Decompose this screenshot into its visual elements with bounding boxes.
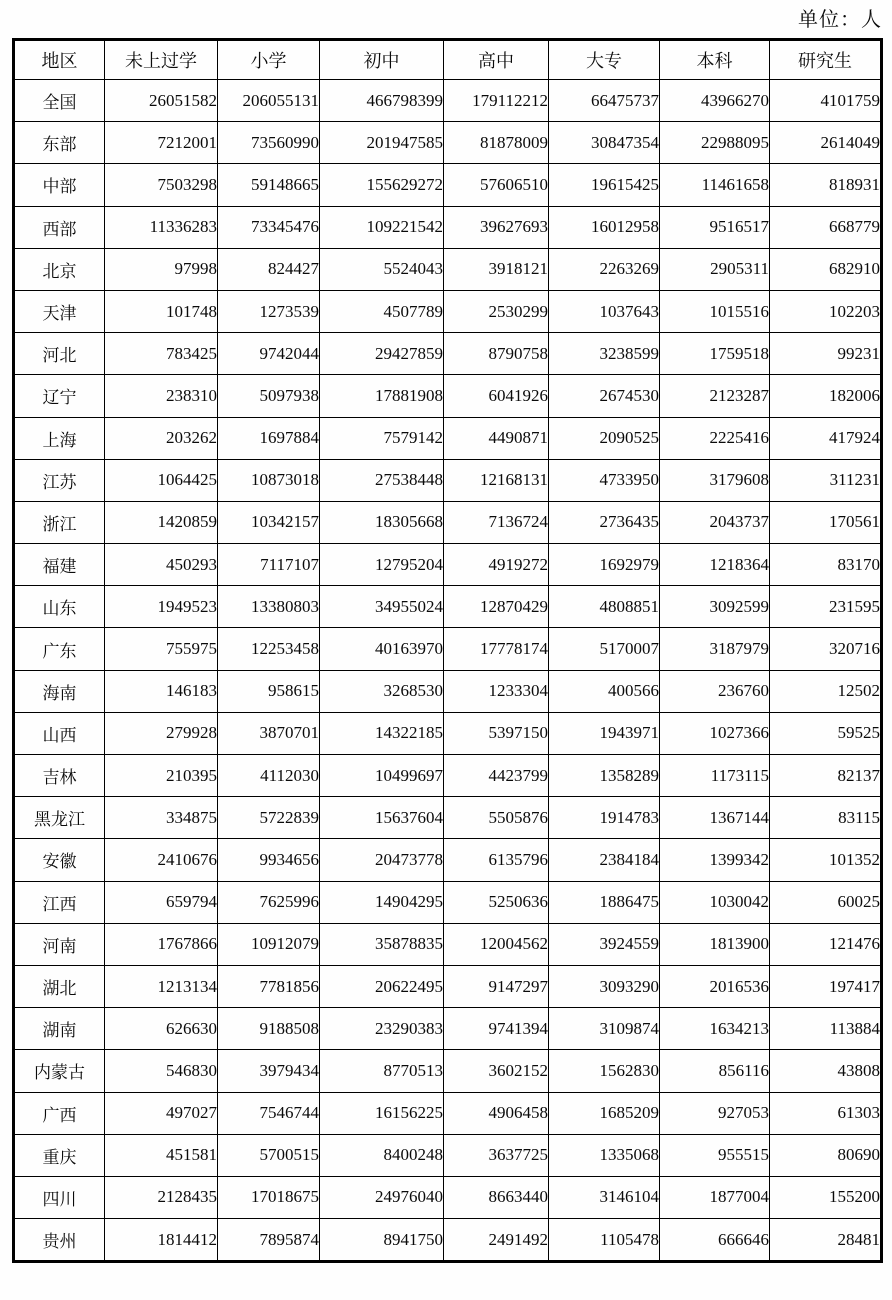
value-cell: 3979434 — [218, 1050, 320, 1092]
value-cell: 1335068 — [549, 1134, 660, 1176]
value-cell: 9741394 — [444, 1008, 549, 1050]
value-cell: 1943971 — [549, 712, 660, 754]
value-cell: 9147297 — [444, 965, 549, 1007]
value-cell: 7212001 — [105, 122, 218, 164]
value-cell: 3179608 — [660, 459, 770, 501]
value-cell: 10499697 — [320, 755, 444, 797]
value-cell: 9934656 — [218, 839, 320, 881]
region-cell: 山东 — [14, 586, 105, 628]
region-cell: 天津 — [14, 290, 105, 332]
table-row — [14, 80, 882, 122]
table-row — [14, 375, 882, 417]
value-cell: 14904295 — [320, 881, 444, 923]
value-cell: 197417 — [770, 965, 882, 1007]
value-cell: 5097938 — [218, 375, 320, 417]
value-cell: 1914783 — [549, 797, 660, 839]
region-cell: 福建 — [14, 544, 105, 586]
value-cell: 101352 — [770, 839, 882, 881]
value-cell: 10873018 — [218, 459, 320, 501]
table-row — [14, 712, 882, 754]
value-cell: 18305668 — [320, 501, 444, 543]
region-cell: 黑龙江 — [14, 797, 105, 839]
value-cell: 23290383 — [320, 1008, 444, 1050]
value-cell: 3924559 — [549, 923, 660, 965]
header-cell: 未上过学 — [105, 40, 218, 80]
value-cell: 12004562 — [444, 923, 549, 965]
value-cell: 102203 — [770, 290, 882, 332]
value-cell: 279928 — [105, 712, 218, 754]
value-cell: 155200 — [770, 1176, 882, 1218]
value-cell: 26051582 — [105, 80, 218, 122]
value-cell: 4423799 — [444, 755, 549, 797]
value-cell: 2384184 — [549, 839, 660, 881]
value-cell: 400566 — [549, 670, 660, 712]
value-cell: 7117107 — [218, 544, 320, 586]
region-cell: 北京 — [14, 248, 105, 290]
value-cell: 3238599 — [549, 333, 660, 375]
table-row — [14, 923, 882, 965]
value-cell: 927053 — [660, 1092, 770, 1134]
value-cell: 466798399 — [320, 80, 444, 122]
value-cell: 59148665 — [218, 164, 320, 206]
value-cell: 2905311 — [660, 248, 770, 290]
value-cell: 755975 — [105, 628, 218, 670]
value-cell: 15637604 — [320, 797, 444, 839]
value-cell: 2410676 — [105, 839, 218, 881]
value-cell: 1064425 — [105, 459, 218, 501]
table-row — [14, 122, 882, 164]
value-cell: 17881908 — [320, 375, 444, 417]
table-row — [14, 1219, 882, 1262]
value-cell: 1015516 — [660, 290, 770, 332]
value-cell: 3637725 — [444, 1134, 549, 1176]
table-row — [14, 586, 882, 628]
table-row — [14, 1008, 882, 1050]
value-cell: 2736435 — [549, 501, 660, 543]
value-cell: 2043737 — [660, 501, 770, 543]
header-cell: 本科 — [660, 40, 770, 80]
value-cell: 97998 — [105, 248, 218, 290]
value-cell: 8400248 — [320, 1134, 444, 1176]
value-cell: 113884 — [770, 1008, 882, 1050]
value-cell: 155629272 — [320, 164, 444, 206]
header-cell: 初中 — [320, 40, 444, 80]
value-cell: 73345476 — [218, 206, 320, 248]
value-cell: 28481 — [770, 1219, 882, 1262]
region-cell: 内蒙古 — [14, 1050, 105, 1092]
value-cell: 12795204 — [320, 544, 444, 586]
value-cell: 12502 — [770, 670, 882, 712]
value-cell: 3602152 — [444, 1050, 549, 1092]
value-cell: 1420859 — [105, 501, 218, 543]
value-cell: 9188508 — [218, 1008, 320, 1050]
value-cell: 7895874 — [218, 1219, 320, 1262]
value-cell: 1685209 — [549, 1092, 660, 1134]
region-cell: 重庆 — [14, 1134, 105, 1176]
unit-label: 单位：人 — [798, 9, 882, 31]
value-cell: 626630 — [105, 1008, 218, 1050]
header-cell: 大专 — [549, 40, 660, 80]
region-cell: 辽宁 — [14, 375, 105, 417]
value-cell: 4808851 — [549, 586, 660, 628]
value-cell: 231595 — [770, 586, 882, 628]
value-cell: 14322185 — [320, 712, 444, 754]
region-cell: 山西 — [14, 712, 105, 754]
value-cell: 8770513 — [320, 1050, 444, 1092]
value-cell: 4101759 — [770, 80, 882, 122]
value-cell: 682910 — [770, 248, 882, 290]
value-cell: 73560990 — [218, 122, 320, 164]
value-cell: 2016536 — [660, 965, 770, 1007]
value-cell: 668779 — [770, 206, 882, 248]
region-cell: 河南 — [14, 923, 105, 965]
region-cell: 湖南 — [14, 1008, 105, 1050]
table-row — [14, 797, 882, 839]
value-cell: 66475737 — [549, 80, 660, 122]
value-cell: 10342157 — [218, 501, 320, 543]
value-cell: 101748 — [105, 290, 218, 332]
education-statistics-table — [12, 38, 883, 1263]
value-cell: 201947585 — [320, 122, 444, 164]
value-cell: 417924 — [770, 417, 882, 459]
value-cell: 5524043 — [320, 248, 444, 290]
value-cell: 1697884 — [218, 417, 320, 459]
header-cell: 小学 — [218, 40, 320, 80]
value-cell: 1814412 — [105, 1219, 218, 1262]
value-cell: 1877004 — [660, 1176, 770, 1218]
value-cell: 1813900 — [660, 923, 770, 965]
value-cell: 4919272 — [444, 544, 549, 586]
value-cell: 20473778 — [320, 839, 444, 881]
value-cell: 83115 — [770, 797, 882, 839]
value-cell: 146183 — [105, 670, 218, 712]
value-cell: 20622495 — [320, 965, 444, 1007]
table-row — [14, 755, 882, 797]
value-cell: 4490871 — [444, 417, 549, 459]
value-cell: 238310 — [105, 375, 218, 417]
value-cell: 2090525 — [549, 417, 660, 459]
value-cell: 5250636 — [444, 881, 549, 923]
region-cell: 广西 — [14, 1092, 105, 1134]
value-cell: 1886475 — [549, 881, 660, 923]
region-cell: 广东 — [14, 628, 105, 670]
value-cell: 22988095 — [660, 122, 770, 164]
value-cell: 4906458 — [444, 1092, 549, 1134]
value-cell: 121476 — [770, 923, 882, 965]
value-cell: 206055131 — [218, 80, 320, 122]
value-cell: 82137 — [770, 755, 882, 797]
value-cell: 5722839 — [218, 797, 320, 839]
value-cell: 2123287 — [660, 375, 770, 417]
value-cell: 11461658 — [660, 164, 770, 206]
value-cell: 320716 — [770, 628, 882, 670]
value-cell: 955515 — [660, 1134, 770, 1176]
value-cell: 666646 — [660, 1219, 770, 1262]
header-cell: 高中 — [444, 40, 549, 80]
table-row — [14, 965, 882, 1007]
value-cell: 1213134 — [105, 965, 218, 1007]
value-cell: 7625996 — [218, 881, 320, 923]
value-cell: 818931 — [770, 164, 882, 206]
value-cell: 30847354 — [549, 122, 660, 164]
value-cell: 9742044 — [218, 333, 320, 375]
value-cell: 8790758 — [444, 333, 549, 375]
value-cell: 210395 — [105, 755, 218, 797]
value-cell: 1562830 — [549, 1050, 660, 1092]
value-cell: 179112212 — [444, 80, 549, 122]
region-cell: 中部 — [14, 164, 105, 206]
value-cell: 17778174 — [444, 628, 549, 670]
table-row — [14, 333, 882, 375]
region-cell: 西部 — [14, 206, 105, 248]
value-cell: 236760 — [660, 670, 770, 712]
value-cell: 11336283 — [105, 206, 218, 248]
table-row — [14, 1134, 882, 1176]
value-cell: 546830 — [105, 1050, 218, 1092]
value-cell: 81878009 — [444, 122, 549, 164]
value-cell: 311231 — [770, 459, 882, 501]
value-cell: 1027366 — [660, 712, 770, 754]
value-cell: 80690 — [770, 1134, 882, 1176]
table-row — [14, 881, 882, 923]
value-cell: 5170007 — [549, 628, 660, 670]
table-row — [14, 839, 882, 881]
value-cell: 29427859 — [320, 333, 444, 375]
value-cell: 182006 — [770, 375, 882, 417]
value-cell: 2530299 — [444, 290, 549, 332]
value-cell: 451581 — [105, 1134, 218, 1176]
value-cell: 40163970 — [320, 628, 444, 670]
value-cell: 203262 — [105, 417, 218, 459]
value-cell: 12168131 — [444, 459, 549, 501]
value-cell: 7503298 — [105, 164, 218, 206]
value-cell: 6135796 — [444, 839, 549, 881]
value-cell: 43966270 — [660, 80, 770, 122]
region-cell: 东部 — [14, 122, 105, 164]
value-cell: 5505876 — [444, 797, 549, 839]
region-cell: 江苏 — [14, 459, 105, 501]
table-row — [14, 164, 882, 206]
region-cell: 贵州 — [14, 1219, 105, 1262]
table-row — [14, 1050, 882, 1092]
value-cell: 450293 — [105, 544, 218, 586]
value-cell: 57606510 — [444, 164, 549, 206]
value-cell: 3268530 — [320, 670, 444, 712]
table-row — [14, 459, 882, 501]
value-cell: 13380803 — [218, 586, 320, 628]
value-cell: 60025 — [770, 881, 882, 923]
value-cell: 2674530 — [549, 375, 660, 417]
value-cell: 7546744 — [218, 1092, 320, 1134]
region-cell: 四川 — [14, 1176, 105, 1218]
region-cell: 上海 — [14, 417, 105, 459]
region-cell: 海南 — [14, 670, 105, 712]
value-cell: 1399342 — [660, 839, 770, 881]
value-cell: 16156225 — [320, 1092, 444, 1134]
value-cell: 1767866 — [105, 923, 218, 965]
table-row — [14, 1176, 882, 1218]
table-row — [14, 290, 882, 332]
value-cell: 8663440 — [444, 1176, 549, 1218]
value-cell: 10912079 — [218, 923, 320, 965]
value-cell: 12870429 — [444, 586, 549, 628]
value-cell: 83170 — [770, 544, 882, 586]
value-cell: 99231 — [770, 333, 882, 375]
value-cell: 3146104 — [549, 1176, 660, 1218]
region-cell: 河北 — [14, 333, 105, 375]
value-cell: 5700515 — [218, 1134, 320, 1176]
table-row — [14, 670, 882, 712]
region-cell: 江西 — [14, 881, 105, 923]
region-cell: 吉林 — [14, 755, 105, 797]
value-cell: 1634213 — [660, 1008, 770, 1050]
value-cell: 12253458 — [218, 628, 320, 670]
value-cell: 4733950 — [549, 459, 660, 501]
table-row — [14, 628, 882, 670]
value-cell: 24976040 — [320, 1176, 444, 1218]
value-cell: 1759518 — [660, 333, 770, 375]
value-cell: 4507789 — [320, 290, 444, 332]
value-cell: 16012958 — [549, 206, 660, 248]
value-cell: 3109874 — [549, 1008, 660, 1050]
value-cell: 3870701 — [218, 712, 320, 754]
value-cell: 1273539 — [218, 290, 320, 332]
value-cell: 61303 — [770, 1092, 882, 1134]
table-row — [14, 248, 882, 290]
table-row — [14, 544, 882, 586]
value-cell: 59525 — [770, 712, 882, 754]
value-cell: 5397150 — [444, 712, 549, 754]
table-row — [14, 206, 882, 248]
value-cell: 3918121 — [444, 248, 549, 290]
value-cell: 1692979 — [549, 544, 660, 586]
value-cell: 7781856 — [218, 965, 320, 1007]
value-cell: 783425 — [105, 333, 218, 375]
table-row — [14, 1092, 882, 1134]
value-cell: 19615425 — [549, 164, 660, 206]
value-cell: 1037643 — [549, 290, 660, 332]
value-cell: 2614049 — [770, 122, 882, 164]
value-cell: 43808 — [770, 1050, 882, 1092]
value-cell: 8941750 — [320, 1219, 444, 1262]
value-cell: 35878835 — [320, 923, 444, 965]
value-cell: 1173115 — [660, 755, 770, 797]
region-cell: 湖北 — [14, 965, 105, 1007]
value-cell: 2128435 — [105, 1176, 218, 1218]
value-cell: 856116 — [660, 1050, 770, 1092]
value-cell: 17018675 — [218, 1176, 320, 1218]
value-cell: 39627693 — [444, 206, 549, 248]
value-cell: 334875 — [105, 797, 218, 839]
value-cell: 659794 — [105, 881, 218, 923]
table-header-row — [14, 40, 882, 80]
value-cell: 9516517 — [660, 206, 770, 248]
value-cell: 2263269 — [549, 248, 660, 290]
header-cell: 研究生 — [770, 40, 882, 80]
value-cell: 3093290 — [549, 965, 660, 1007]
value-cell: 109221542 — [320, 206, 444, 248]
value-cell: 497027 — [105, 1092, 218, 1134]
value-cell: 1218364 — [660, 544, 770, 586]
value-cell: 824427 — [218, 248, 320, 290]
value-cell: 170561 — [770, 501, 882, 543]
value-cell: 4112030 — [218, 755, 320, 797]
value-cell: 958615 — [218, 670, 320, 712]
value-cell: 34955024 — [320, 586, 444, 628]
value-cell: 1949523 — [105, 586, 218, 628]
region-cell: 全国 — [14, 80, 105, 122]
value-cell: 3187979 — [660, 628, 770, 670]
value-cell: 1030042 — [660, 881, 770, 923]
value-cell: 3092599 — [660, 586, 770, 628]
value-cell: 1367144 — [660, 797, 770, 839]
value-cell: 7579142 — [320, 417, 444, 459]
header-cell: 地区 — [14, 40, 105, 80]
table-row — [14, 501, 882, 543]
value-cell: 1233304 — [444, 670, 549, 712]
region-cell: 安徽 — [14, 839, 105, 881]
value-cell: 2491492 — [444, 1219, 549, 1262]
value-cell: 1105478 — [549, 1219, 660, 1262]
table-row — [14, 417, 882, 459]
value-cell: 6041926 — [444, 375, 549, 417]
value-cell: 1358289 — [549, 755, 660, 797]
value-cell: 7136724 — [444, 501, 549, 543]
region-cell: 浙江 — [14, 501, 105, 543]
value-cell: 2225416 — [660, 417, 770, 459]
value-cell: 27538448 — [320, 459, 444, 501]
